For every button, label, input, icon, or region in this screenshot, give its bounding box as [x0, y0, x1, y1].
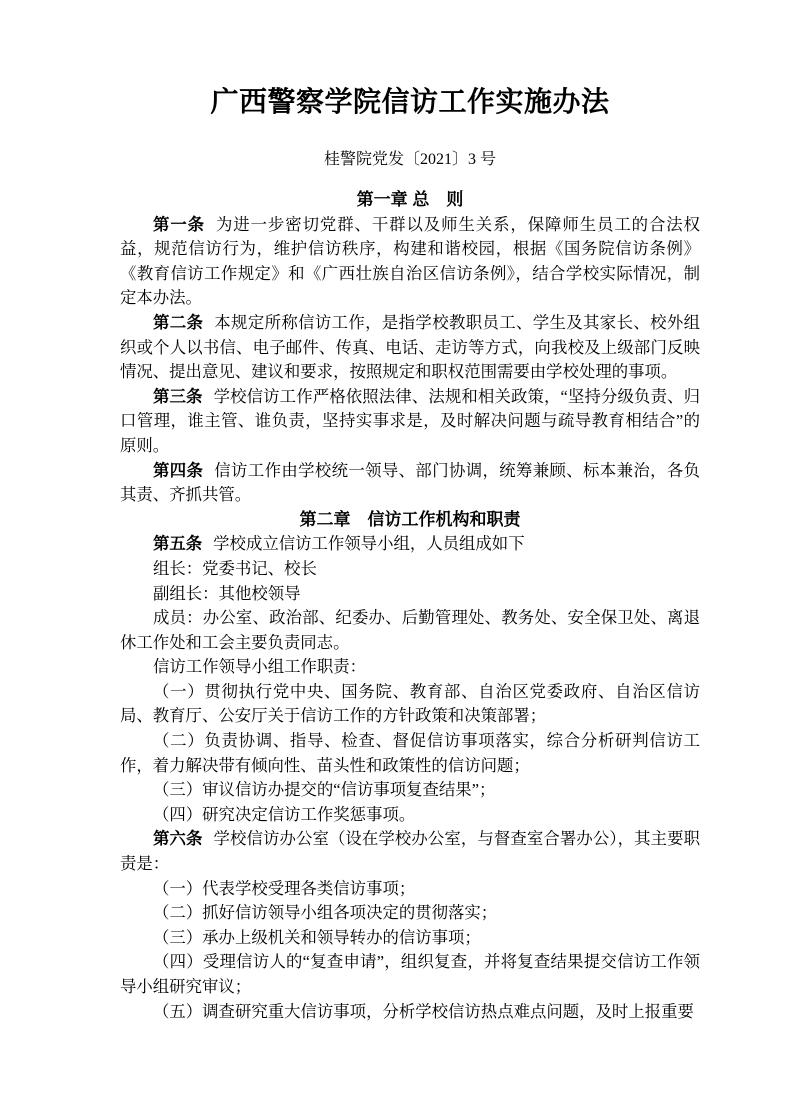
leading-group-duty-item-2: （二）负责协调、指导、检查、督促信访事项落实，综合分析研判信访工作，着力解决带有倾向性、苗头性和政策性的信访问题； — [120, 731, 700, 775]
roster-leader: 组长：党委书记、校长 — [153, 558, 317, 578]
chapter-2-heading: 第二章 信访工作机构和职责 — [299, 509, 521, 529]
leading-group-duty-item-4: （四）研究决定信访工作奖惩事项。 — [153, 804, 416, 824]
leading-group-duty-item-3: （三）审议信访办提交的“信访事项复查结果”； — [153, 780, 496, 800]
article-3-text: 学校信访工作严格依照法律、法规和相关政策，“坚持分级负责、归口管理，谁主管、谁负责，坚持实事求是，及时解决问题与疏导教育相结合”的原则。 — [120, 386, 701, 455]
office-duty-item-5: （五）调查研究重大信访事项，分析学校信访热点难点问题，及时上报重要 — [153, 1001, 694, 1021]
article-1-text: 为进一步密切党群、干群以及师生关系，保障师生员工的合法权益，规范信访行为，维护信访秩序，构建和谐校园，根据《国务院信访条例》《教育信访工作规定》和《广西壮族自治区信访条例》，结合学校实际情况，制定本办法。 — [120, 214, 701, 308]
article-3-label: 第三条 — [153, 387, 203, 406]
article-4-label: 第四条 — [153, 461, 204, 480]
article-2 — [120, 311, 700, 385]
roster-deputy-leader: 副组长：其他校领导 — [153, 583, 301, 603]
article-5-label: 第五条 — [153, 535, 203, 554]
document-title: 广西警察学院信访工作实施办法 — [210, 87, 610, 118]
article-1 — [120, 213, 700, 311]
leading-group-duties-intro: 信访工作领导小组工作职责： — [153, 657, 367, 677]
office-duty-item-3: （三）承办上级机关和领导转办的信访事项； — [153, 927, 481, 947]
article-2-label: 第二条 — [153, 313, 204, 332]
office-duty-item-1: （一）代表学校受理各类信访事项； — [153, 878, 416, 898]
article-5 — [120, 532, 700, 557]
article-6-label: 第六条 — [153, 830, 203, 849]
article-6-text: 学校信访办公室（设在学校办公室，与督查室合署办公），其主要职责是： — [120, 829, 700, 874]
document-number: 桂警院党发〔2021〕3 号 — [323, 151, 496, 168]
article-3 — [120, 385, 700, 459]
article-5-text: 学校成立信访工作领导小组，人员组成如下 — [213, 534, 525, 554]
leading-group-duty-item-1: （一）贯彻执行党中央、国务院、教育部、自治区党委政府、自治区信访局、教育厅、公安厅关于信访工作的方针政策和决策部署； — [120, 681, 700, 726]
article-4 — [120, 459, 700, 508]
chapter-1-heading: 第一章 总 则 — [356, 190, 464, 209]
office-duty-item-2: （二）抓好信访领导小组各项决定的贯彻落实； — [153, 903, 498, 923]
article-4-text: 信访工作由学校统一领导、部门协调，统筹兼顾、标本兼治，各负其责、齐抓共管。 — [120, 460, 701, 505]
article-1-label: 第一条 — [153, 215, 205, 234]
article-6 — [120, 827, 700, 876]
article-2-text: 本规定所称信访工作，是指学校教职员工、学生及其家长、校外组织或个人以书信、电子邮件、传真、电话、走访等方式，向我校及上级部门反映情况、提出意见、建议和要求，按照规定和职权范围需要由学校处理的事项。 — [120, 312, 701, 382]
roster-members: 成员：办公室、政治部、纪委办、后勤管理处、教务处、安全保卫处、离退休工作处和工会主要负责同志。 — [120, 608, 700, 652]
office-duty-item-4: （四）受理信访人的“复查申请”，组织复查，并将复查结果提交信访工作领导小组研究审议； — [120, 952, 700, 996]
